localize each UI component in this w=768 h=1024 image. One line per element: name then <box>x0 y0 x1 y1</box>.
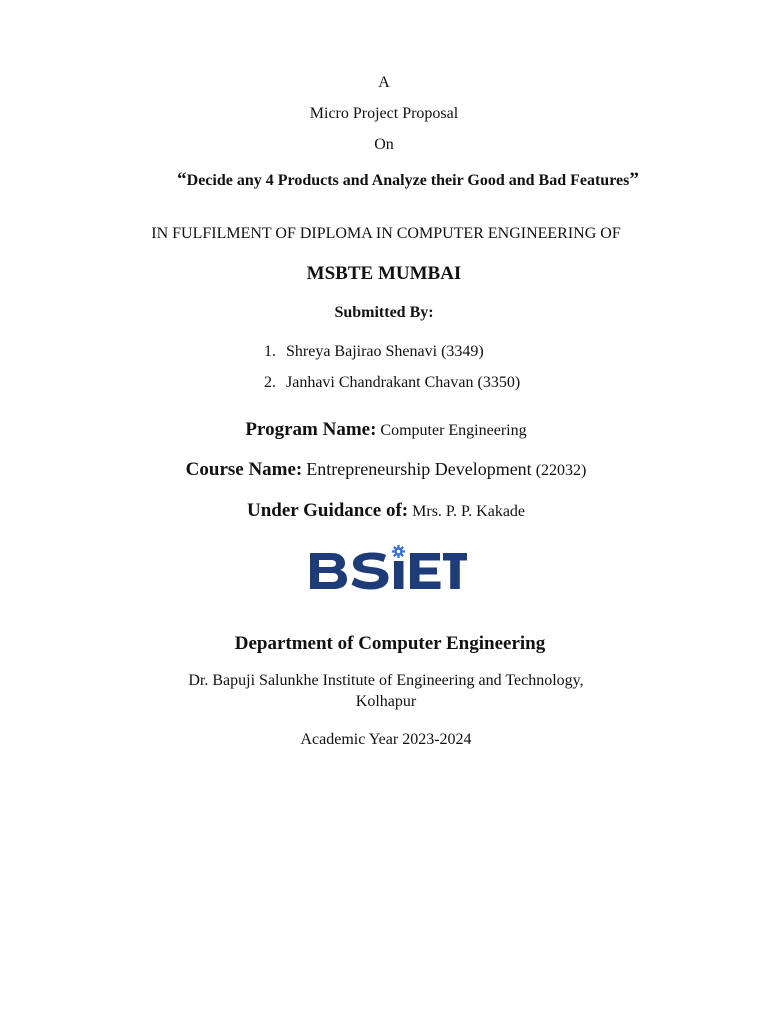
department-name: Department of Computer Engineering <box>234 633 546 654</box>
board-name: MSBTE MUMBAI <box>306 263 462 284</box>
document-type: Micro Project Proposal <box>309 105 459 122</box>
open-quote: “ <box>177 169 187 190</box>
submitted-by-heading: Submitted By: <box>334 304 434 321</box>
fulfilment-statement: IN FULFILMENT OF DIPLOMA IN COMPUTER ENGINEERING OF <box>151 225 621 242</box>
student-list-item <box>264 374 520 392</box>
list-number: 2. <box>264 374 276 391</box>
course-name-label: Course Name: <box>185 459 303 480</box>
course-code: (22032) <box>535 462 587 479</box>
guidance-value: Mrs. P. P. Kakade <box>412 503 526 520</box>
close-quote: ” <box>629 169 639 190</box>
program-name-label: Program Name: <box>245 419 377 440</box>
title-preposition: On <box>374 136 394 153</box>
guidance-row <box>0 500 768 522</box>
institute-logo <box>302 537 472 603</box>
institute-city: Kolhapur <box>355 693 417 710</box>
student-list-item <box>264 343 484 361</box>
program-name-row <box>0 419 768 441</box>
academic-year: Academic Year 2023-2024 <box>300 731 472 748</box>
guidance-label: Under Guidance of: <box>246 500 409 521</box>
list-number: 1. <box>264 343 276 360</box>
student-name: Janhavi Chandrakant Chavan (3350) <box>286 374 521 391</box>
institute-name: Dr. Bapuji Salunkhe Institute of Engineering and Technology, <box>188 672 584 689</box>
program-name-value: Computer Engineering <box>380 422 527 439</box>
course-name-row <box>0 459 768 481</box>
title-article: A <box>378 74 390 91</box>
project-topic <box>24 169 768 191</box>
course-name-value: Entrepreneurship Development <box>306 459 532 479</box>
student-name: Shreya Bajirao Shenavi (3349) <box>286 343 484 360</box>
bsiet-logo-graphic <box>302 537 472 603</box>
project-topic-text: Decide any 4 Products and Analyze their Good and Bad Features <box>186 172 630 189</box>
